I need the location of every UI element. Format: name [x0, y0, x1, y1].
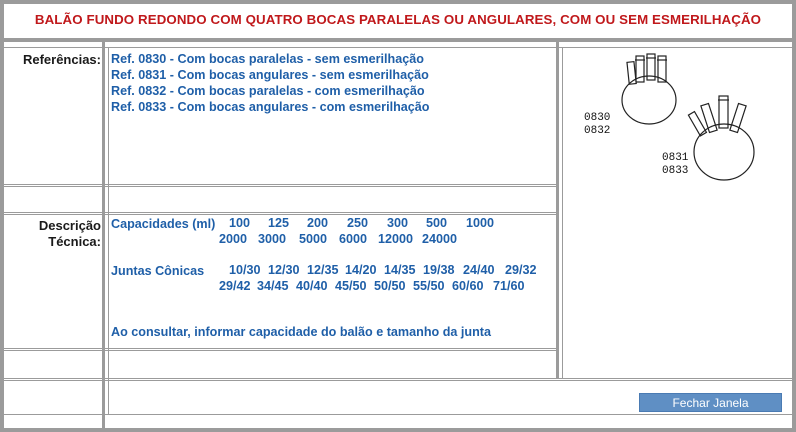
column-divider-left-b — [108, 48, 109, 414]
capacity-value: 5000 — [299, 232, 328, 246]
row-sep-1a — [4, 184, 556, 185]
joint-value: 71/60 — [493, 279, 525, 293]
joint-value: 29/32 — [505, 263, 537, 277]
page-title: BALÃO FUNDO REDONDO COM QUATRO BOCAS PARALELAS OU ANGULARES, COM OU SEM ESMERILHAÇÃO — [34, 12, 762, 27]
row-sep-3b — [4, 350, 556, 351]
joint-value: 14/35 — [384, 263, 416, 277]
inner-top-line — [4, 47, 792, 48]
joint-value: 34/45 — [257, 279, 289, 293]
joint-value: 19/38 — [423, 263, 455, 277]
figure-label: 0833 — [662, 165, 689, 177]
inner-bottom-line — [4, 414, 792, 415]
joint-value: 55/50 — [413, 279, 445, 293]
joint-value: 12/35 — [307, 263, 339, 277]
capacities-label: Capacidades (ml) — [111, 217, 216, 231]
joint-value: 50/50 — [374, 279, 406, 293]
joint-value: 10/30 — [229, 263, 261, 277]
capacity-value: 100 — [229, 216, 251, 230]
column-divider-right-a — [556, 42, 559, 378]
capacity-value: 24000 — [422, 232, 458, 246]
row-sep-2a — [4, 212, 556, 213]
reference-item: Ref. 0832 - Com bocas paralelas - com esmerilhação — [111, 84, 425, 98]
figure-label: 0831 — [662, 152, 689, 164]
reference-item: Ref. 0833 - Com bocas angulares - com esmerilhação — [111, 100, 430, 114]
row-sep-3a — [4, 348, 556, 349]
capacity-value: 6000 — [339, 232, 368, 246]
capacity-value: 500 — [426, 216, 448, 230]
joints-label: Juntas Cônicas — [111, 264, 205, 278]
figure-label: 0830 — [584, 112, 611, 124]
description-label-line1: Descrição — [38, 218, 101, 233]
column-divider-right-b — [562, 48, 563, 378]
consult-note: Ao consultar, informar capacidade do balão e tamanho da junta — [111, 325, 491, 339]
references-label: Referências: — [22, 52, 101, 67]
capacity-value: 3000 — [258, 232, 287, 246]
row-sep-1b — [4, 186, 556, 187]
capacity-value: 250 — [347, 216, 369, 230]
title-divider — [0, 38, 796, 42]
capacity-value: 1000 — [466, 216, 495, 230]
capacity-value: 300 — [387, 216, 409, 230]
product-illustration — [566, 52, 788, 186]
row-sep-4b — [4, 380, 792, 381]
figure-label: 0832 — [584, 125, 611, 137]
joint-value: 24/40 — [463, 263, 495, 277]
capacity-value: 200 — [307, 216, 329, 230]
close-window-button[interactable]: Fechar Janela — [639, 393, 782, 412]
reference-item: Ref. 0830 - Com bocas paralelas - sem esmerilhação — [111, 52, 424, 66]
description-label-line2: Técnica: — [48, 234, 101, 249]
joint-value: 12/30 — [268, 263, 300, 277]
reference-item: Ref. 0831 - Com bocas angulares - sem esmerilhação — [111, 68, 429, 82]
joint-value: 14/20 — [345, 263, 377, 277]
joint-value: 29/42 — [219, 279, 251, 293]
joint-value: 60/60 — [452, 279, 484, 293]
capacity-value: 2000 — [219, 232, 248, 246]
joint-value: 40/40 — [296, 279, 328, 293]
capacity-value: 12000 — [378, 232, 414, 246]
column-divider-left-a — [102, 42, 105, 432]
row-sep-2b — [4, 214, 556, 215]
capacity-value: 125 — [268, 216, 290, 230]
joint-value: 45/50 — [335, 279, 367, 293]
row-sep-4a — [4, 378, 792, 379]
